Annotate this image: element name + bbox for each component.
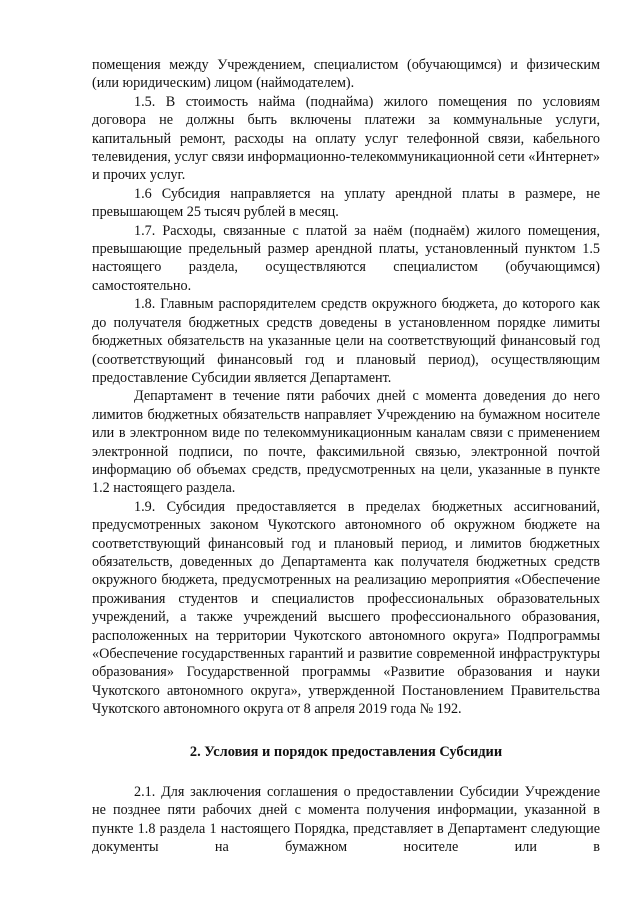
paragraph-1-8: 1.8. Главным распорядителем средств окружного бюджета, до которого как до получателя бюджетных средств доведены в установленном порядке лимиты бюджетных обязательств на указанные цели на соответствующий финансовый год (соответствующий финансовый год и плановый период), осуществляющим предоставление Субсидии является Департамент. — [92, 296, 600, 386]
paragraph-department: Департамент в течение пяти рабочих дней с момента доведения до него лимитов бюджетных обязательств направляет Учреждению на бумажном носителе или в электронном виде по телекоммуникационным каналам связи с применением электронной подписи, по почте, факсимильной связью, электронной почтой информацию об объемах средств, предусмотренных на цели, указанные в пункте 1.2 настоящего раздела. — [92, 388, 600, 497]
document-page — [92, 56, 600, 857]
paragraph-1-7: 1.7. Расходы, связанные с платой за наём (поднаём) жилого помещения, превышающие предельный размер арендной платы, установленный пунктом 1.5 настоящего раздела, осуществляются специалистом (обучающимся) самостоятельно. — [92, 222, 600, 294]
section-heading-2: 2. Условия и порядок предоставления Субсидии — [189, 743, 503, 760]
paragraph-continuation: помещения между Учреждением, специалистом (обучающимся) и физическим (или юридическим) лицом (наймодателем). — [92, 57, 600, 92]
paragraph-2-1: 2.1. Для заключения соглашения о предоставлении Субсидии Учреждение не позднее пяти рабочих дней с момента получения информации, указанной в пункте 1.8 раздела 1 настоящего Порядка, представляет в Департамент следующие документы на бумажном носителе или в — [92, 784, 600, 856]
paragraph-1-9: 1.9. Субсидия предоставляется в пределах бюджетных ассигнований, предусмотренных законом Чукотского автономного об окружном бюджете на соответствующий финансовый год и плановый период, и лимитов бюджетных обязательств, доведенных до Департамента как получателя бюджетных средств окружного бюджета, предусмотренных на реализацию мероприятия «Обеспечение проживания студентов и специалистов профессиональных образовательных учреждений, а также учреждений высшего профессионального образования, расположенных на территории Чукотского автономного округа» Подпрограммы «Обеспечение государственных гарантий и развитие современной инфраструктуры образования» Государственной программы «Развитие образования и науки Чукотского автономного округа», утвержденной Постановлением Правительства Чукотского автономного округа от 8 апреля 2019 года № 192. — [92, 498, 600, 718]
paragraph-1-5: 1.5. В стоимость найма (поднайма) жилого помещения по условиям договора не должны быть включены платежи за коммунальные услуги, капитальный ремонт, расходы на оплату услуг телефонной связи, кабельного телевидения, услуг связи информационно-телекоммуникационной сети «Интернет» и прочих услуг. — [92, 93, 600, 184]
paragraph-1-6: 1.6 Субсидия направляется на уплату арендной платы в размере, не превышающем 25 тысяч рублей в месяц. — [92, 185, 600, 221]
